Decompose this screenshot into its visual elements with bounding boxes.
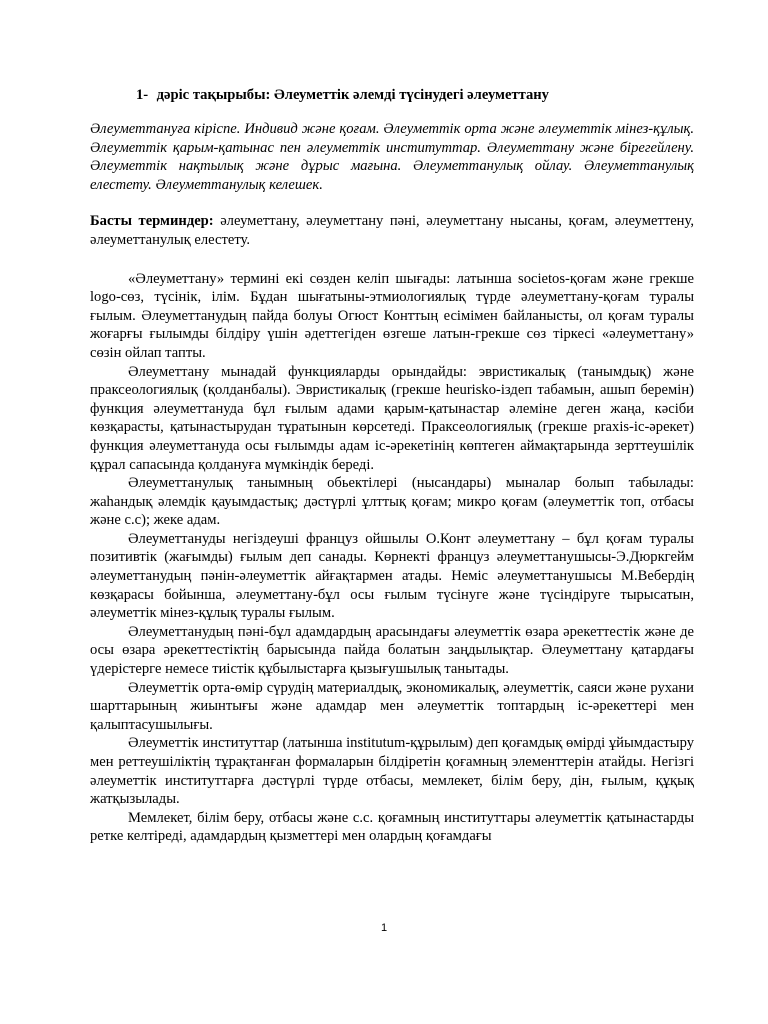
key-terms-label: Басты терминдер: [90, 213, 214, 230]
paragraph-social-institutions: Әлеуметтік институттар (латынша institutum-құрылым) деп қоғамдық өмірді ұйымдастыру мен реттеушіліктің тұрақтанған формаларын білдіретін қоғамның элементтерін атайды. Негізгі әлеуметтік институттарға дәстүрлі түрде отбасы, мемлекет, білім беру, дін, ғылым, құқық жатқызылады. [90, 735, 694, 808]
page-number: 1 [380, 922, 388, 934]
paragraph-functions: Әлеуметтану мынадай функцияларды орындайды: эвристикалық (танымдық) және праксеологиялық (қолданбалы). Эвристикалық (грекше heurisko-іздеп табамын, ашып беремін) функция әлеуметтануда бұл ғылым адами қарым-қатынастар әлеміне деген жаңа, кәсіби көзқарасты, қатынастырудан тұратынын көрсетеді. Праксеологиялық (грекше praxis-іс-әрекет) функция әлеуметтануда осы ғылымды адам іс-әрекетінің көптеген аймақтарында зерттеушілік құрал сапасында қолдануға мүмкіндік береді. [90, 363, 694, 473]
key-terms-text: әлеуметтану, әлеуметтану пәні, әлеуметтану нысаны, қоғам, әлеуметтену, әлеуметтанулық елестету. [90, 213, 694, 248]
page-content [90, 86, 694, 846]
lecture-title [90, 86, 694, 104]
paragraph-subject: Әлеуметтанудың пәні-бұл адамдардың арасындағы әлеуметтік өзара әрекеттестік және де осы өзара әрекеттестіктің барысында пайда болатын заңдылықтар. Әлеуметтану қатардағы үдерістерге немесе тиістік құбылыстарға қызығушылық танытады. [90, 623, 694, 678]
title-text: дәріс тақырыбы: Әлеуметтік әлемді түсінудегі әлеуметтану [156, 87, 549, 103]
intro-topics: Әлеуметтануға кіріспе. Индивид және қоғам. Әлеуметтік орта және әлеуметтік мінез-құлық. Әлеуметтік қарым-қатынас пен әлеуметтік институттар. Әлеуметтану және бірегейлену. Әлеуметтік нақтылық және дұрыс мағына. Әлеуметтанулық ойлау. Әлеуметтанулық елестету. Әлеуметтанулық келешек. [90, 121, 694, 193]
paragraph-objects: Әлеуметтанулық танымның обьектілері (нысандары) мыналар болып табылады: жаһандық әлемдік қауымдастық; дәстүрлі ұлттық қоғам; микро қоғам (әлеуметтік топ, отбасы және с.с); жеке адам. [90, 475, 694, 529]
paragraph-social-environment: Әлеуметтік орта-өмір сүрудің материалдық, экономикалық, әлеуметтік, саяси және рухани шарттарының жиынтығы және адамдар мен әлеуметтік топтардың іс-әрекеттері мен қалыптасушылығы. [90, 679, 694, 733]
paragraph-institution-roles: Мемлекет, білім беру, отбасы және с.с. қоғамның институттары әлеуметтік қатынастарды ретке келтіреді, адамдардың қызметтері мен олардың қоғамдағы [90, 809, 694, 845]
key-terms [90, 212, 694, 249]
paragraph-founders: Әлеуметтануды негіздеуші француз ойшылы О.Конт әлеуметтану – бұл қоғам туралы позитивтік (жағымды) ғылым деп санады. Көрнекті француз әлеуметтанушысы-Э.Дюркгейм әлеуметтанудың пәнін-әлеуметтік айғақтармен атады. Неміс әлеуметтанушысы М.Вебердің көзқарасы бойынша, әлеуметтану-бұл осы ғылым түсінуге және түсіндіруге тырысатын, әлеуметтік мінез-құлық туралы ғылым. [90, 530, 694, 622]
title-number: 1- [136, 87, 149, 103]
paragraph-term-origin: «Әлеуметтану» термині екі сөзден келіп шығады: латынша societos-қоғам және грекше logo-сөз, түсінік, ілім. Бұдан шығатыны-этмиологиялық түрде әлеуметтану-қоғам туралы ғылым. Әлеуметтанудың пайда болуы Огюст Конттың есімімен байланысты, ол қоғам туралы жоғарғы ғылымды білдіру үшін әдеттегіден өзгеше латын-грекше сөз тіркесі «әлеуметтану» сөзін ойлап тапты. [90, 270, 694, 361]
